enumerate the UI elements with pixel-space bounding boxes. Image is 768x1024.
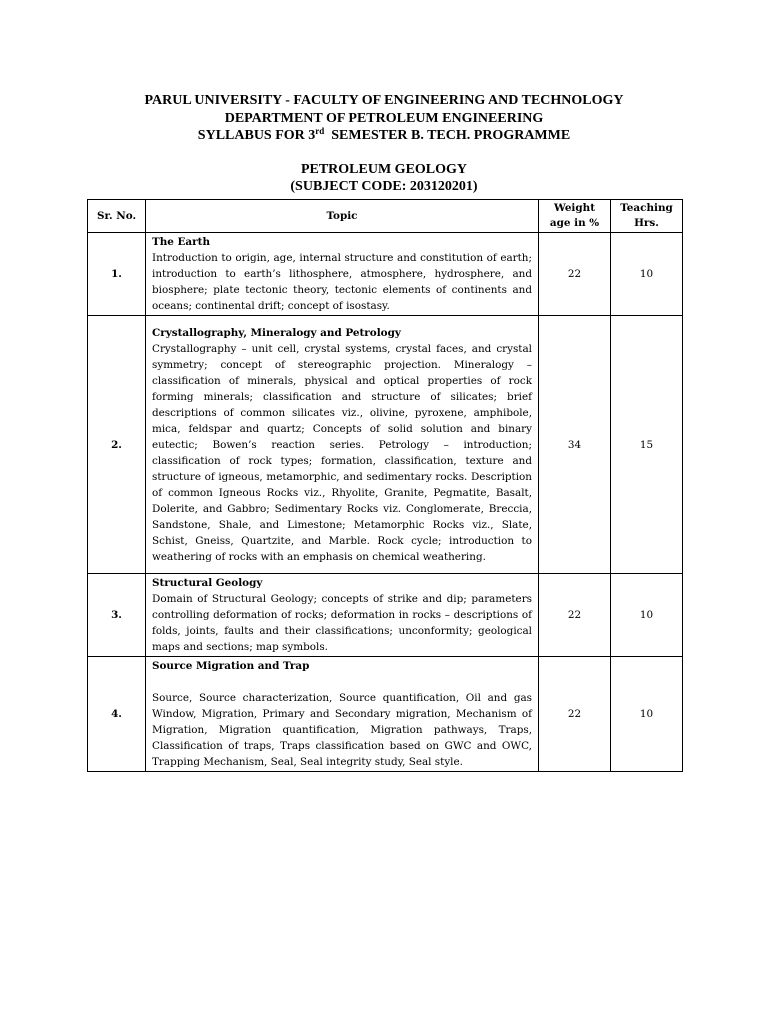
table-row xyxy=(88,657,683,772)
table-row xyxy=(88,316,683,574)
department-title: DEPARTMENT OF PETROLEUM ENGINEERING xyxy=(224,110,544,126)
topic-title: Source Migration and Trap xyxy=(152,660,310,672)
topic-description: Introduction to origin, age, internal structure and constitution of earth; introduction to earth’s lithosphere, atmosphere, hydrosphere, and biosphere; plate tectonic theory, tectonic elements of continents and oceans; continental drift; concept of isostasy. xyxy=(152,252,532,312)
row-hours: 10 xyxy=(611,574,683,657)
table-header-row xyxy=(88,200,683,233)
topic-title: Structural Geology xyxy=(152,577,263,589)
topic-description: Domain of Structural Geology; concepts of strike and dip; parameters controlling deformation of rocks; deformation in rocks – descriptions of folds, joints, faults and their classifications; unconformity; geological maps and sections; map symbols. xyxy=(152,593,532,653)
ordinal-suffix: rd xyxy=(315,126,325,136)
row-topic xyxy=(146,574,539,657)
subject-title: PETROLEUM GEOLOGY xyxy=(300,161,468,177)
row-weight: 22 xyxy=(539,657,611,772)
topic-description: Source, Source characterization, Source quantification, Oil and gas Window, Migration, Primary and Secondary migration, Mechanism of Migration, Migration quantification, Migration pathways, Traps, Classification of traps, Traps classification based on GWC and OWC, Trapping Mechanism, Seal, Seal integrity study, Seal style. xyxy=(152,692,532,768)
table-row xyxy=(88,574,683,657)
header-weight: Weight age in % xyxy=(539,200,611,233)
row-hours: 10 xyxy=(611,657,683,772)
syllabus-title-prefix: SYLLABUS FOR 3 xyxy=(197,128,316,143)
row-topic xyxy=(146,316,539,574)
syllabus-title-suffix: SEMESTER B. TECH. PROGRAMME xyxy=(324,128,571,143)
header-hours: Teaching Hrs. xyxy=(611,200,683,233)
row-hours: 10 xyxy=(611,233,683,316)
university-title: PARUL UNIVERSITY - FACULTY OF ENGINEERING AND TECHNOLOGY xyxy=(144,93,624,108)
row-hours: 15 xyxy=(611,316,683,574)
syllabus-table xyxy=(87,199,683,772)
row-srno: 2. xyxy=(88,316,146,574)
topic-title: The Earth xyxy=(152,236,210,248)
row-weight: 34 xyxy=(539,316,611,574)
row-weight: 22 xyxy=(539,233,611,316)
document-header xyxy=(0,92,768,196)
subject-code: (SUBJECT CODE: 203120201) xyxy=(290,179,478,194)
header-topic: Topic xyxy=(146,200,539,233)
row-srno: 1. xyxy=(88,233,146,316)
row-weight: 22 xyxy=(539,574,611,657)
syllabus-title xyxy=(0,127,768,145)
row-topic xyxy=(146,657,539,772)
topic-title: Crystallography, Mineralogy and Petrology xyxy=(152,326,401,339)
row-topic xyxy=(146,233,539,316)
row-srno: 3. xyxy=(88,574,146,657)
topic-description: Crystallography – unit cell, crystal systems, crystal faces, and crystal symmetry; concept of stereographic projection. Mineralogy – classification of minerals, physical and optical properties of rock forming minerals; classification and structure of silicates; brief descriptions of common silicates viz., olivine, pyroxene, amphibole, mica, feldspar and quartz; Concepts of solid solution and binary eutectic; Bowen’s reaction series. Petrology – introduction; classification of rock types; formation, classification, texture and structure of igneous, metamorphic, and sedimentary rocks. Description of common Igneous Rocks viz., Rhyolite, Granite, Pegmatite, Basalt, Dolerite, and Gabbro; Sedimentary Rocks viz. Conglomerate, Breccia, Sandstone, Shale, and Limestone; Metamorphic Rocks viz., Slate, Schist, Gneiss, Quartzite, and Marble. Rock cycle; introduction to weathering of rocks with an emphasis on chemical weathering. xyxy=(152,342,532,563)
blank-line xyxy=(152,674,532,690)
header-srno: Sr. No. xyxy=(88,200,146,233)
table-row xyxy=(88,233,683,316)
row-srno: 4. xyxy=(88,657,146,772)
